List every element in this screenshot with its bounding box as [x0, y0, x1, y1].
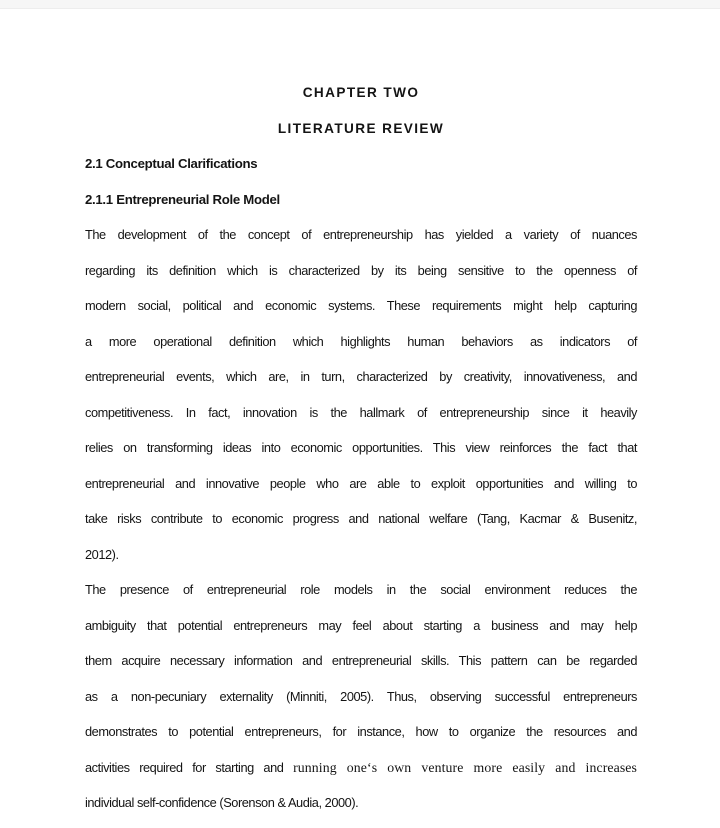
paragraph1-line: entrepreneurial and innovative people who are able to exploit opportunities and willing to — [85, 475, 637, 491]
paragraph2-line: them acquire necessary information and entrepreneurial skills. This pattern can be regarded — [85, 653, 637, 668]
mixed-line-sans-segment: activities required for starting and — [85, 759, 284, 775]
heading-2-1: 2.1 Conceptual Clarifications — [85, 156, 258, 171]
paragraph1-line: relies on transforming ideas into economic opportunities. This view reinforces the fact that — [85, 440, 637, 455]
chapter-title: CHAPTER TWO — [302, 85, 420, 100]
paragraph2-line: as a non-pecuniary externality (Minniti, 2005). Thus, observing successful entrepreneurs — [85, 688, 637, 704]
mixed-line-serif-segment: running one‘s own venture more easily and increases — [293, 759, 637, 775]
page-top-edge-strip — [0, 0, 720, 9]
paragraph1-line: The development of the concept of entrepreneurship has yielded a variety of nuances — [85, 227, 637, 242]
paragraph2-line: demonstrates to potential entrepreneurs, for instance, how to organize the resources and — [85, 724, 637, 739]
paragraph1-line: modern social, political and economic systems. These requirements might help capturing — [85, 298, 637, 313]
paragraph2-last-line: individual self-confidence (Sorenson & Audia, 2000). — [85, 795, 359, 810]
section-title: LITERATURE REVIEW — [277, 120, 445, 136]
heading-2-1-1: 2.1.1 Entrepreneurial Role Model — [85, 191, 280, 207]
paragraph2-line: ambiguity that potential entrepreneurs may feel about starting a business and may help — [85, 617, 637, 633]
paragraph1-line: competitiveness. In fact, innovation is the hallmark of entrepreneurship since it heavily — [85, 404, 637, 420]
paragraph1-line: take risks contribute to economic progress and national welfare (Tang, Kacmar & Busenitz, — [85, 511, 637, 526]
paragraph2-line: The presence of entrepreneurial role models in the social environment reduces the — [85, 582, 637, 597]
paragraph1-line: entrepreneurial events, which are, in turn, characterized by creativity, innovativeness, and — [85, 369, 637, 384]
paragraph2-mixed-font-line — [85, 750, 637, 786]
paragraph1-line: regarding its definition which is characterized by its being sensitive to the openness of — [85, 262, 637, 278]
paragraph1-last-line: 2012). — [85, 546, 119, 562]
document-page — [0, 9, 720, 821]
paragraph1-line: a more operational definition which highlights human behaviors as indicators of — [85, 333, 637, 349]
